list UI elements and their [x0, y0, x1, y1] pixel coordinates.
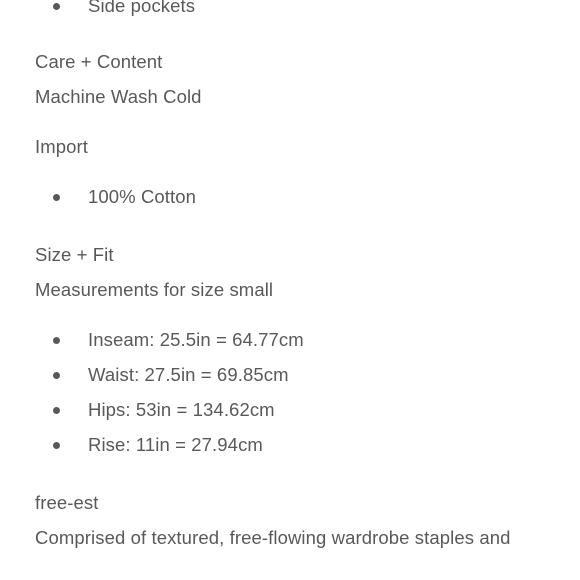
bullet-icon: [53, 407, 60, 414]
bullet-icon: [53, 372, 60, 379]
list-item: [0, 185, 580, 209]
list-item-text: Waist: 27.5in = 69.85cm: [88, 364, 289, 385]
list-item-text: Side pockets: [88, 0, 196, 16]
list-item: [0, 0, 580, 18]
list-item: [0, 398, 580, 422]
size-fit-heading: Size + Fit: [35, 244, 114, 265]
brand-heading: free-est: [35, 492, 99, 513]
bullet-icon: [53, 442, 60, 449]
bullet-icon: [53, 3, 60, 10]
care-content-heading: Care + Content: [35, 51, 163, 72]
list-item-text: Rise: 11in = 27.94cm: [88, 434, 263, 455]
list-item-text: 100% Cotton: [88, 186, 197, 207]
care-instructions: Machine Wash Cold: [35, 86, 202, 107]
list-item-text: Hips: 53in = 134.62cm: [88, 399, 275, 420]
bullet-icon: [53, 194, 60, 201]
measurements-subheading: Measurements for size small: [35, 279, 274, 300]
bullet-icon: [53, 337, 60, 344]
list-item: [0, 328, 580, 352]
list-item-text: Inseam: 25.5in = 64.77cm: [88, 329, 304, 350]
list-item: [0, 433, 580, 457]
list-item: [0, 363, 580, 387]
origin-text: Import: [35, 136, 89, 157]
brand-description: Comprised of textured, free-flowing wardrobe staples and: [35, 527, 511, 548]
